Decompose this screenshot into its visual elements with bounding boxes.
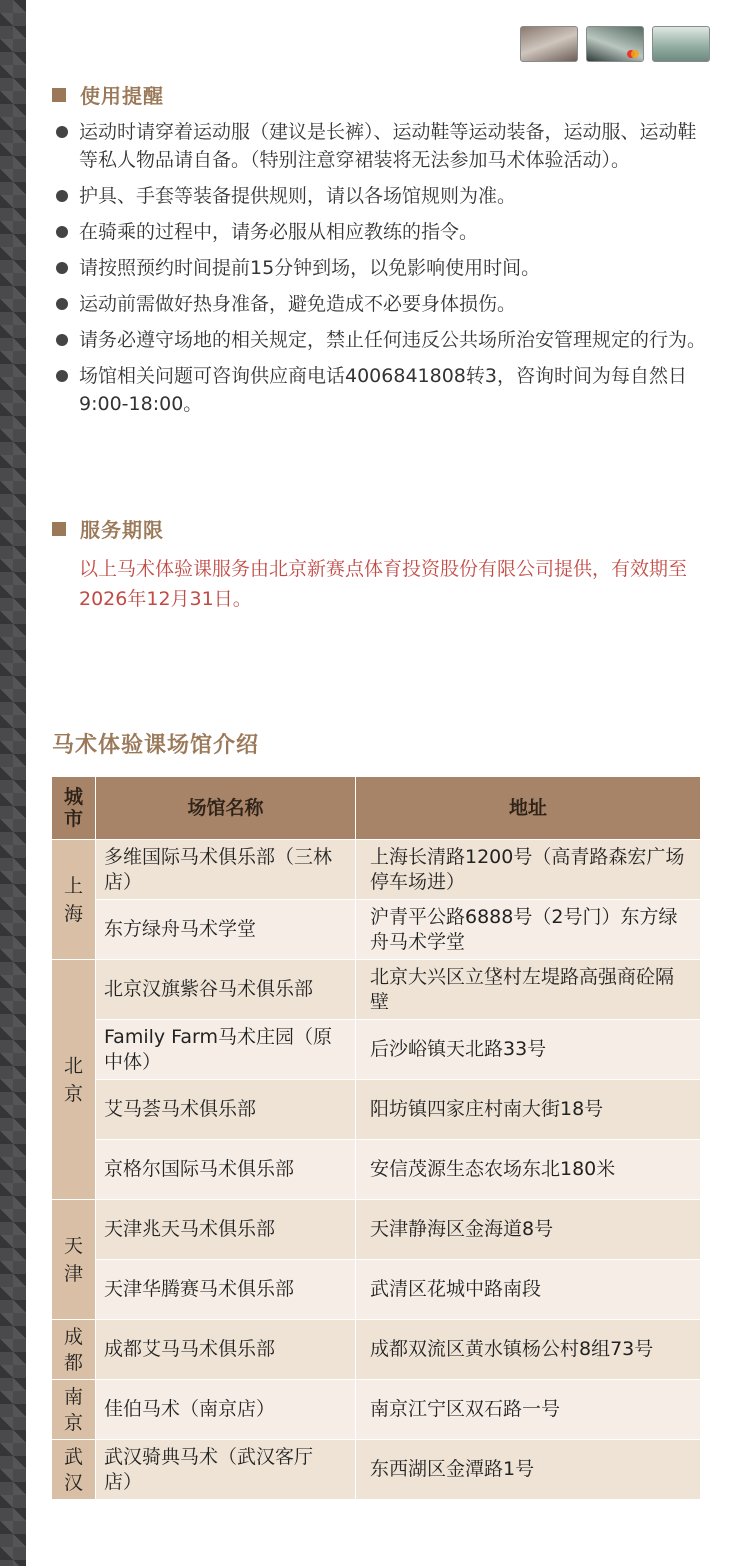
header-city: 城市: [52, 777, 96, 840]
venues-table: [51, 776, 701, 1500]
venue-address: 安信茂源生态农场东北180米: [356, 1140, 701, 1200]
bullet-icon: [56, 334, 68, 346]
city-cell: 武汉: [52, 1440, 96, 1500]
table-row: [52, 1200, 701, 1260]
card-thumbnail-1[interactable]: [520, 26, 578, 62]
bullet-icon: [56, 370, 68, 382]
tip-item: 请务必遵守场地的相关规定，禁止任何违反公共场所治安管理规定的行为。: [56, 326, 706, 354]
header-venue-name: 场馆名称: [96, 777, 356, 840]
tip-item: 运动时请穿着运动服（建议是长裤）、运动鞋等运动装备，运动服、运动鞋等私人物品请自备。（特别注意穿裙装将无法参加马术体验活动）。: [56, 118, 706, 174]
venue-name: 多维国际马术俱乐部（三林店）: [96, 840, 356, 900]
bullet-icon: [56, 262, 68, 274]
table-row: [52, 1440, 701, 1500]
venue-address: 上海长清路1200号（高青路森宏广场停车场进）: [356, 840, 701, 900]
service-text: 以上马术体验课服务由北京新赛点体育投资股份有限公司提供，有效期至2026年12月31日。: [79, 558, 688, 610]
venue-name: 东方绿舟马术学堂: [96, 900, 356, 960]
table-row: [52, 1080, 701, 1140]
tip-item: 护具、手套等装备提供规则，请以各场馆规则为准。: [56, 182, 706, 210]
venue-name: 佳伯马术（南京店）: [96, 1380, 356, 1440]
venue-address: 阳坊镇四家庄村南大街18号: [356, 1080, 701, 1140]
table-row: [52, 1140, 701, 1200]
tip-item: 请按照预约时间提前15分钟到场，以免影响使用时间。: [56, 254, 706, 282]
venue-name: 天津兆天马术俱乐部: [96, 1200, 356, 1260]
table-row: [52, 1380, 701, 1440]
tip-item: 在骑乘的过程中，请务必服从相应教练的指令。: [56, 218, 706, 246]
venue-name: Family Farm马术庄园（原中体）: [96, 1020, 356, 1080]
city-cell: 南京: [52, 1380, 96, 1440]
bullet-icon: [56, 190, 68, 202]
tips-heading: 使用提醒: [52, 80, 164, 109]
venue-address: 沪青平公路6888号（2号门）东方绿舟马术学堂: [356, 900, 701, 960]
venue-name: 京格尔国际马术俱乐部: [96, 1140, 356, 1200]
venue-name: 武汉骑典马术（武汉客厅店）: [96, 1440, 356, 1500]
venue-name: 天津华腾赛马术俱乐部: [96, 1260, 356, 1320]
card-thumbnail-2[interactable]: [586, 26, 644, 62]
city-cell: 成都: [52, 1320, 96, 1380]
venue-name: 艾马荟马术俱乐部: [96, 1080, 356, 1140]
venue-name: 成都艾马马术俱乐部: [96, 1320, 356, 1380]
table-header-row: [52, 777, 701, 840]
bullet-icon: [56, 298, 68, 310]
table-row: [52, 1260, 701, 1320]
table-row: [52, 1320, 701, 1380]
card-thumbnails: [520, 26, 710, 62]
tip-item: 运动前需做好热身准备，避免造成不必要身体损伤。: [56, 290, 706, 318]
bullet-icon: [56, 226, 68, 238]
card-thumbnail-3[interactable]: [652, 26, 710, 62]
tips-list: [56, 118, 706, 426]
venue-address: 东西湖区金潭路1号: [356, 1440, 701, 1500]
city-cell: 天津: [52, 1200, 96, 1320]
header-address: 地址: [356, 777, 701, 840]
section-square-icon: [52, 522, 66, 536]
venue-address: 武清区花城中路南段: [356, 1260, 701, 1320]
card-brand-icon: [627, 50, 639, 58]
tip-item: 场馆相关问题可咨询供应商电话4006841808转3，咨询时间为每自然日9:00-18:00。: [56, 362, 706, 418]
venue-address: 成都双流区黄水镇杨公村8组73号: [356, 1320, 701, 1380]
table-row: [52, 840, 701, 900]
decorative-side-strip: [0, 0, 26, 1566]
venue-address: 南京江宁区双石路一号: [356, 1380, 701, 1440]
section-square-icon: [52, 88, 66, 102]
venues-title: 马术体验课场馆介绍: [52, 733, 260, 758]
venue-name: 北京汉旗紫谷马术俱乐部: [96, 960, 356, 1020]
venue-address: 后沙峪镇天北路33号: [356, 1020, 701, 1080]
table-row: [52, 900, 701, 960]
table-row: [52, 960, 701, 1020]
service-heading: 服务期限: [52, 514, 164, 543]
table-row: [52, 1020, 701, 1080]
bullet-icon: [56, 126, 68, 138]
city-cell: 北京: [52, 960, 96, 1200]
venue-address: 天津静海区金海道8号: [356, 1200, 701, 1260]
city-cell: 上海: [52, 840, 96, 960]
venue-address: 北京大兴区立垡村左堤路高强商砼隔壁: [356, 960, 701, 1020]
